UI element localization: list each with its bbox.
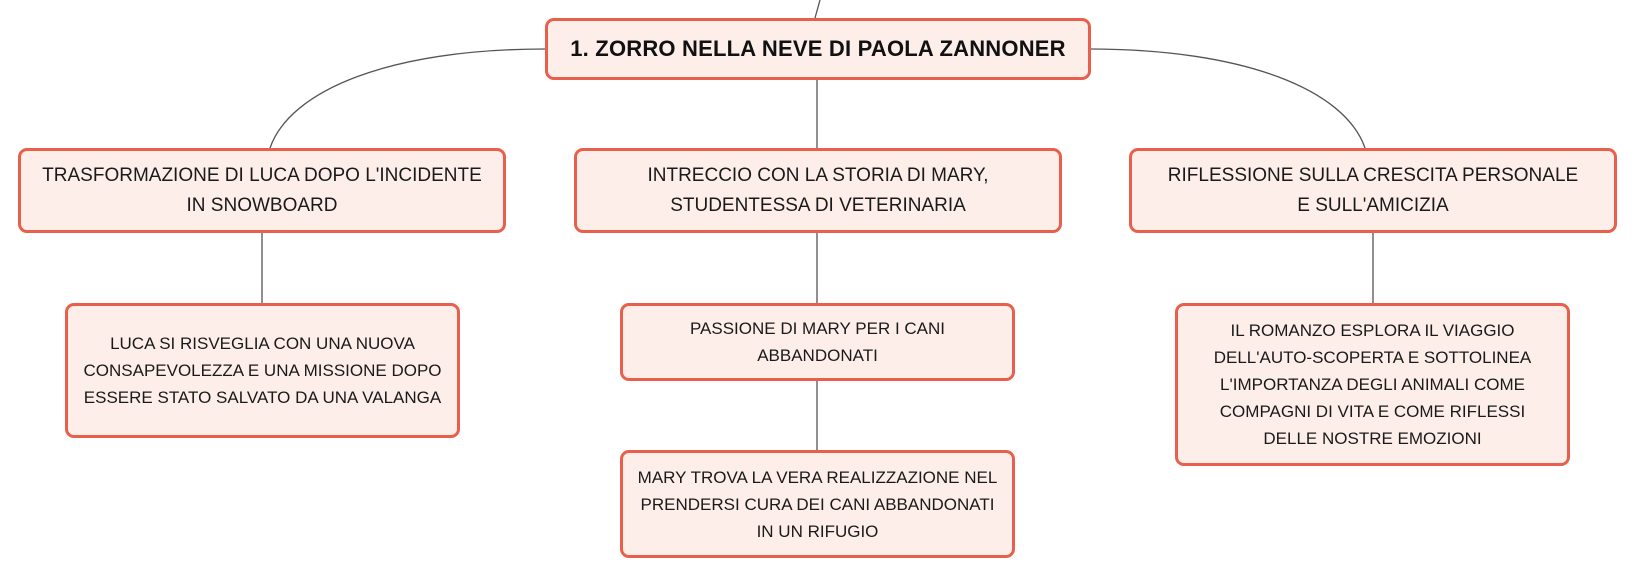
subtopic-2-1[interactable]	[620, 303, 1015, 381]
subtopic-2-2-label: MARY TROVA LA VERA REALIZZAZIONE NEL PRENDERSI CURA DEI CANI ABBANDONATI IN UN RIFUGIO	[637, 467, 998, 541]
subtopic-1-1-label: LUCA SI RISVEGLIA CON UNA NUOVA CONSAPEVOLEZZA E UNA MISSIONE DOPO ESSERE STATO SALVATO DA UNA VALANGA	[83, 334, 442, 407]
branch-topic-2[interactable]	[574, 148, 1062, 233]
root-topic-label: 1. ZORRO NELLA NEVE DI PAOLA ZANNONER	[570, 36, 1066, 61]
branch-topic-2-label: INTRECCIO CON LA STORIA DI MARY, STUDENTESSA DI VETERINARIA	[647, 164, 989, 216]
branch-topic-1-label: TRASFORMAZIONE DI LUCA DOPO L'INCIDENTE IN SNOWBOARD	[42, 164, 482, 216]
subtopic-3-1-label: IL ROMANZO ESPLORA IL VIAGGIO DELL'AUTO-SCOPERTA E SOTTOLINEA L'IMPORTANZA DEGLI ANIMALI COME COMPAGNI DI VITA E COME RIFLESSI DELLE NOSTRE EMOZIONI	[1213, 321, 1532, 448]
branch-topic-3-label: RIFLESSIONE SULLA CRESCITA PERSONALE E SULL'AMICIZIA	[1167, 164, 1579, 216]
connector-root-to-branch-1	[270, 49, 545, 148]
branch-topic-3[interactable]	[1129, 148, 1617, 233]
subtopic-3-1[interactable]	[1175, 303, 1570, 466]
connector-root-to-branch-3	[1089, 49, 1365, 148]
root-topic[interactable]	[545, 18, 1091, 80]
subtopic-1-1[interactable]	[65, 303, 460, 438]
subtopic-2-2[interactable]	[620, 450, 1015, 558]
branch-topic-1[interactable]	[18, 148, 506, 233]
subtopic-2-1-label: PASSIONE DI MARY PER I CANI ABBANDONATI	[689, 319, 946, 365]
connector-parent-to-root	[815, 0, 820, 18]
